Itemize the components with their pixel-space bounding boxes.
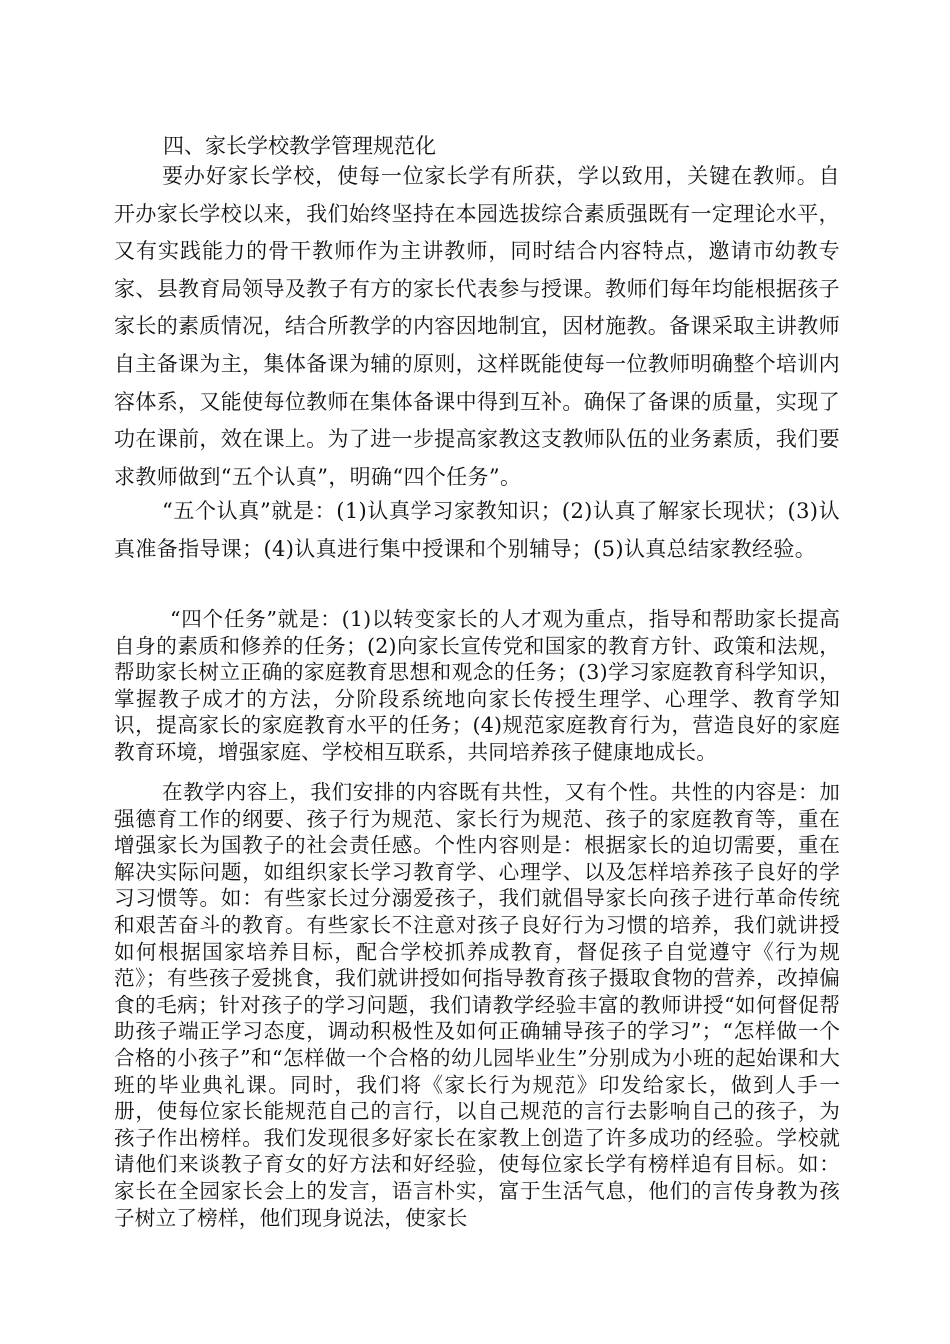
section-heading: 四、家长学校教学管理规范化 (163, 134, 436, 158)
paragraph-teachers: 要办好家长学校，使每一位家长学有所获，学以致用，关键在教师。自开办家长学校以来，我们始终坚持在本园选拔综合素质强既有一定理论水平，又有实践能力的骨干教师作为主讲教师，同时结合内容特点，邀请市幼教专家、县教育局领导及教子有方的家长代表参与授课。教师们每年均能根据孩子家长的素质情况，结合所教学的内容因地制宜，因材施教。备课采取主讲教师自主备课为主，集体备课为辅的原则，这样既能使每一位教师明确整个培训内容体系，又能使每位教师在集体备课中得到互补。确保了备课的质量，实现了功在课前，效在课上。为了进一步提高家教这支教师队伍的业务素质，我们要求教师做到“五个认真”，明确“四个任务”。 (114, 164, 840, 489)
paragraph-teaching-content: 在教学内容上，我们安排的内容既有共性，又有个性。共性的内容是：加强德育工作的纲要、孩子行为规范、家长行为规范、孩子的家庭教育等，重在增强家长为国教子的社会责任感。个性内容则是：根据家长的迫切需要，重在解决实际问题，如组织家长学习教育学、心理学、以及怎样培养孩子良好的学习习惯等。如：有些家长过分溺爱孩子，我们就倡导家长向孩子进行革命传统和艰苦奋斗的教育。有些家长不注意对孩子良好行为习惯的培养，我们就讲授如何根据国家培养目标，配合学校抓养成教育，督促孩子自觉遵守《行为规范》；有些孩子爱挑食，我们就讲授如何指导教育孩子摄取食物的营养，改掉偏食的毛病；针对孩子的学习问题，我们请教学经验丰富的教师讲授“如何督促帮助孩子端正学习态度，调动积极性及如何正确辅导孩子的学习”；“怎样做一个合格的小孩子”和“怎样做一个合格的幼儿园毕业生”分别成为小班的起始课和大班的毕业典礼课。同时，我们将《家长行为规范》印发给家长，做到人手一册，使每位家长能规范自己的言行，以自己规范的言行去影响自己的孩子，为孩子作出榜样。我们发现很多好家长在家教上创造了许多成功的经验。学校就请他们来谈教子育女的好方法和好经验，使每位家长学有榜样追有目标。如：家长在全园家长会上的发言，语言朴实，富于生活气息，他们的言传身教为孩子树立了榜样，他们现身说法，使家长 (114, 780, 840, 1230)
paragraph-four-tasks: “四个任务”就是：(1)以转变家长的人才观为重点，指导和帮助家长提高自身的素质和修养的任务；(2)向家长宣传党和国家的教育方针、政策和法规，帮助家长树立正确的家庭教育思想和观念的任务；(3)学习家庭教育科学知识，掌握教子成才的方法，分阶段系统地向家长传授生理学、心理学、教育学知识，提高家长的家庭教育水平的任务；(4)规范家庭教育行为，营造良好的家庭教育环境，增强家庭、学校相互联系，共同培养孩子健康地成长。 (114, 607, 840, 764)
paragraph-five-earnest: “五个认真”就是：(1)认真学习家教知识；(2)认真了解家长现状；(3)认真准备指导课；(4)认真进行集中授课和个别辅导；(5)认真总结家教经验。 (114, 499, 840, 561)
